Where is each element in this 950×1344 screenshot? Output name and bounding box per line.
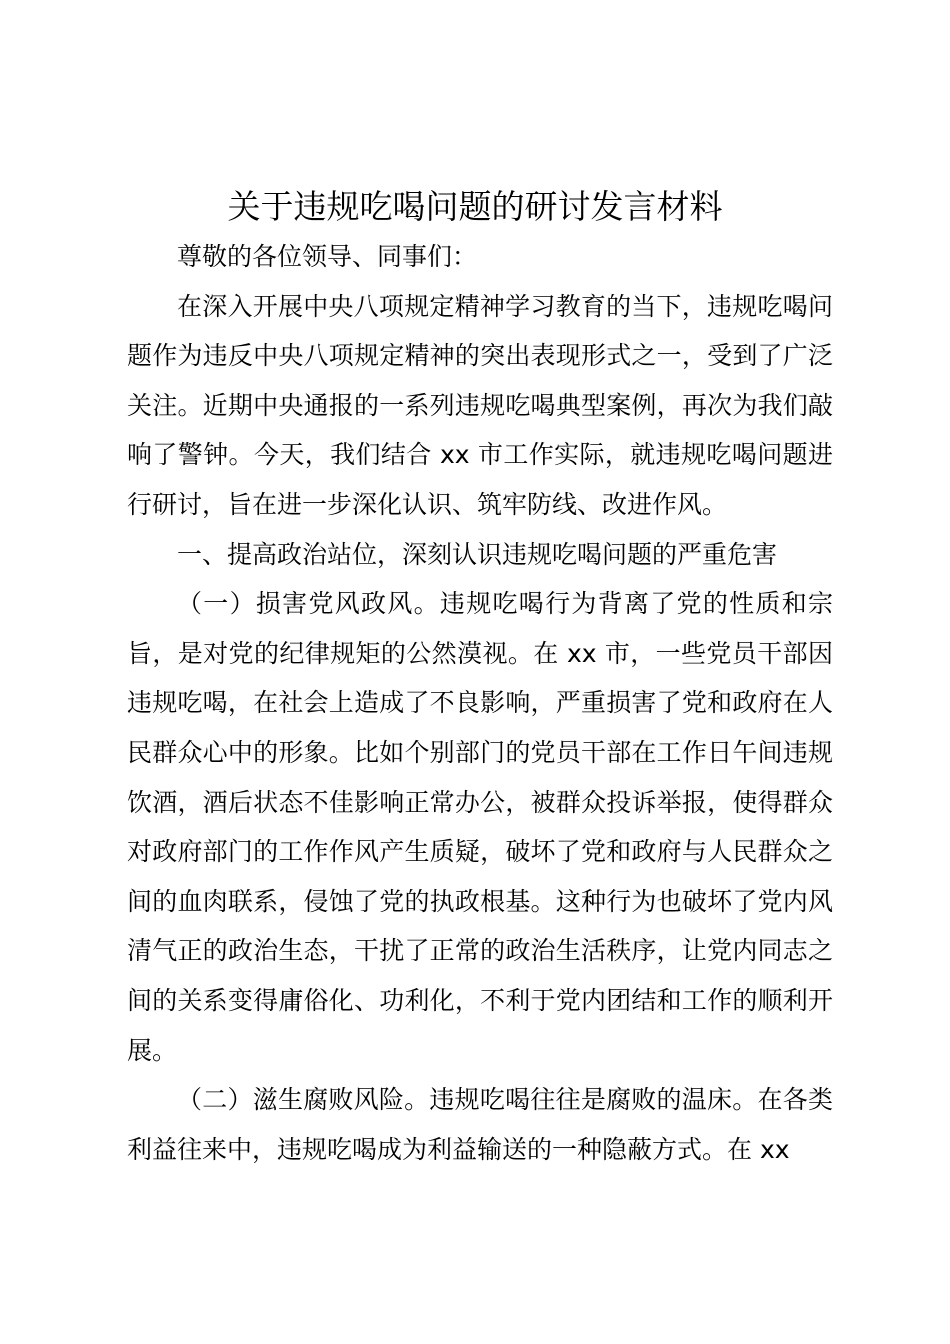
paragraph-point-2: （二）滋生腐败风险。违规吃喝往往是腐败的温床。在各类利益往来中，违规吃喝成为利益输送的一种隐蔽方式。在 xx bbox=[127, 1085, 833, 1164]
paragraph-point-1: （一）损害党风政风。违规吃喝行为背离了党的性质和宗旨，是对党的纪律规矩的公然漠视。在 xx 市，一些党员干部因违规吃喝，在社会上造成了不良影响，严重损害了党和政府在人民群众心中的形象。比如个别部门的党员干部在工作日午间违规饮酒，酒后状态不佳影响正常办公，被群众投诉举报，使得群众对政府部门的工作作风产生质疑，破坏了党和政府与人民群众之间的血肉联系，侵蚀了党的执政根基。这种行为也破坏了党内风清气正的政治生态，干扰了正常的政治生活秩序，让党内同志之间的关系变得庸俗化、功利化，不利于党内团结和工作的顺利开展。 bbox=[127, 589, 833, 1065]
intro-paragraph: 在深入开展中央八项规定精神学习教育的当下，违规吃喝问题作为违反中央八项规定精神的突出表现形式之一，受到了广泛关注。近期中央通报的一系列违规吃喝典型案例，再次为我们敲响了警钟。今天，我们结合 xx 市工作实际，就违规吃喝问题进行研讨，旨在进一步深化认识、筑牢防线、改进作风。 bbox=[127, 291, 833, 519]
section-heading-1: 一、提高政治站位，深刻认识违规吃喝问题的严重危害 bbox=[177, 539, 778, 569]
document-title: 关于违规吃喝问题的研讨发言材料 bbox=[227, 187, 723, 226]
document-body bbox=[127, 232, 833, 1174]
salutation: 尊敬的各位领导、同事们： bbox=[177, 242, 478, 271]
